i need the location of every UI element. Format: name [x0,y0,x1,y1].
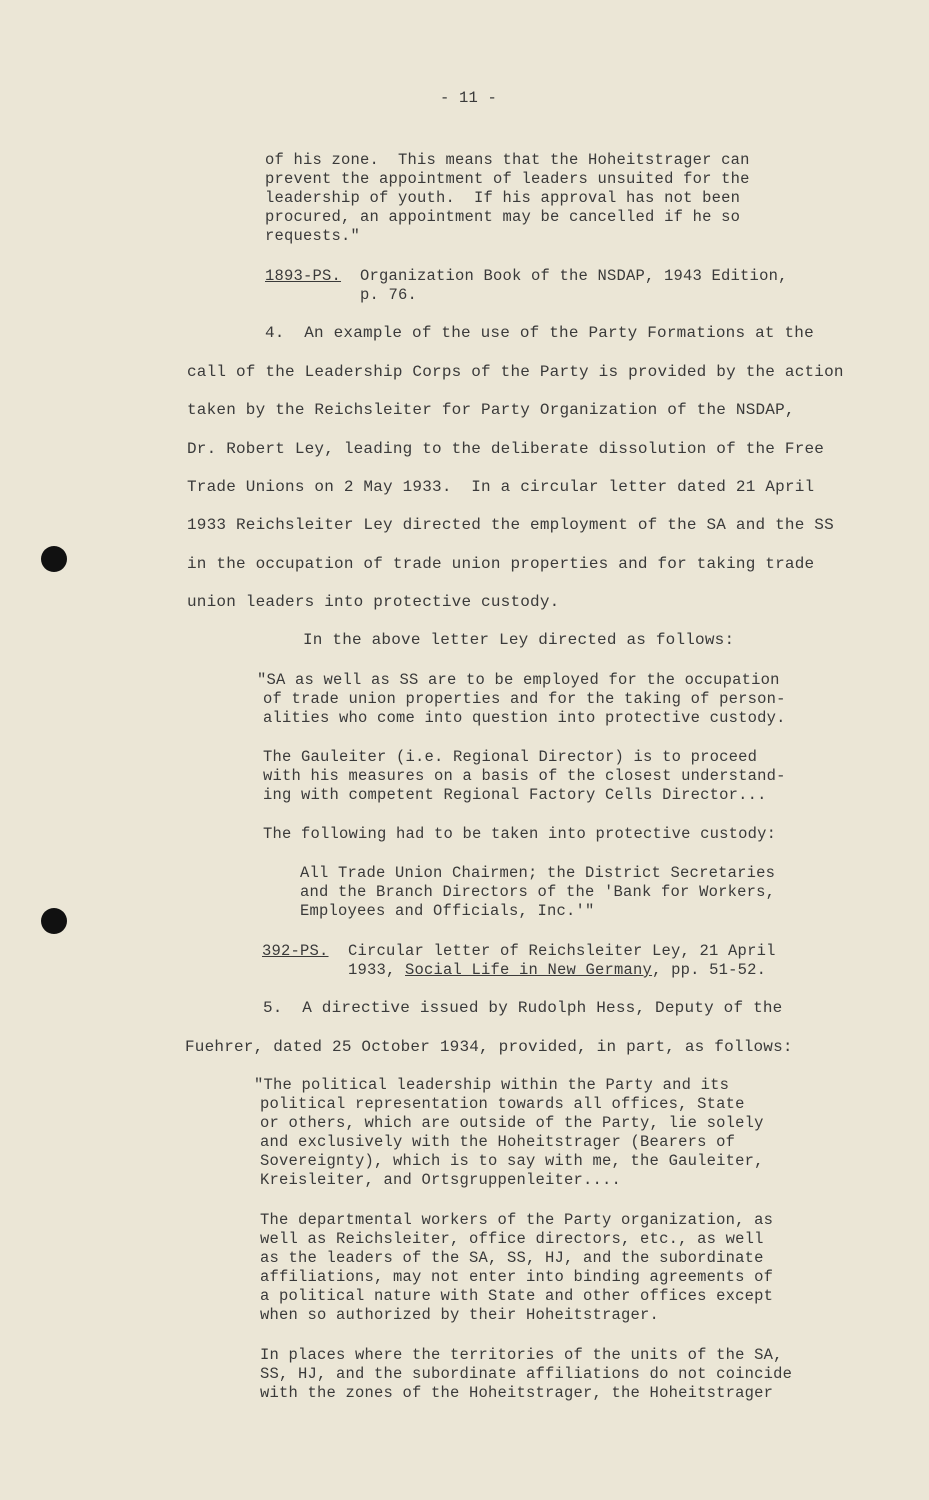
quote-line: a political nature with State and other offices except [260,1287,774,1305]
quote-line: ing with competent Regional Factory Cells Director... [263,786,767,804]
quote-line: prevent the appointment of leaders unsuited for the [265,170,750,188]
quote-line: of trade union properties and for the taking of person- [263,690,786,708]
quote-line: leadership of youth. If his approval has not been [265,189,741,207]
quote-line: affiliations, may not enter into binding agreements of [260,1268,774,1286]
paragraph-line: 1933 Reichsleiter Ley directed the employment of the SA and the SS [187,516,834,534]
quote-line: procured, an appointment may be cancelled if he so [265,208,741,226]
quote-line: well as Reichsleiter, office directors, etc., as well [260,1230,764,1248]
paragraph-line: in the occupation of trade union properties and for taking trade [187,555,815,573]
quote-line: In places where the territories of the units of the SA, [260,1346,783,1364]
citation-text: Organization Book of the NSDAP, 1943 Edition, [360,267,788,285]
paragraph-line: Dr. Robert Ley, leading to the deliberate dissolution of the Free [187,440,825,458]
citation-ref: 1893-PS. [265,267,342,285]
quote-line: when so authorized by their Hoheitstrager. [260,1306,660,1324]
quote-line: of his zone. This means that the Hoheitstrager can [265,151,750,169]
page-number: - 11 - [440,89,498,107]
paragraph-line: 5. A directive issued by Rudolph Hess, Deputy of the [263,999,783,1017]
paragraph-line: call of the Leadership Corps of the Party is provided by the action [187,363,844,381]
citation-title: Social Life in New Germany [405,961,653,979]
quote-line: Sovereignty), which is to say with me, the Gauleiter, [260,1152,764,1170]
paragraph-line: taken by the Reichsleiter for Party Organization of the NSDAP, [187,401,795,419]
punch-hole [41,546,67,572]
quote-line: political representation towards all offices, State [260,1095,745,1113]
punch-hole [41,908,67,934]
quote-line: The following had to be taken into protective custody: [263,825,777,843]
quote-line: as the leaders of the SA, SS, HJ, and the subordinate [260,1249,764,1267]
quote-line: SS, HJ, and the subordinate affiliations do not coincide [260,1365,793,1383]
quote-line: requests." [265,227,361,245]
paragraph-line: Trade Unions on 2 May 1933. In a circular letter dated 21 April [187,478,815,496]
citation-text [348,961,766,980]
quote-line: with the zones of the Hoheitstrager, the Hoheitstrager [260,1384,774,1402]
quote-line: with his measures on a basis of the closest understand- [263,767,786,785]
paragraph-line: Fuehrer, dated 25 October 1934, provided, in part, as follows: [185,1038,793,1056]
quote-line: alities who come into question into protective custody. [263,709,786,727]
quote-line: The departmental workers of the Party organization, as [260,1211,774,1229]
quote-line: and exclusively with the Hoheitstrager (Bearers of [260,1133,736,1151]
paragraph-line: 4. An example of the use of the Party Formations at the [265,324,814,342]
paragraph-line: union leaders into protective custody. [187,593,560,611]
citation-year: 1933, [348,961,406,979]
quote-line: or others, which are outside of the Party, lie solely [260,1114,764,1132]
quote-line: The Gauleiter (i.e. Regional Director) is to proceed [263,748,758,766]
intro-line: In the above letter Ley directed as follows: [303,631,735,649]
quote-line: "The political leadership within the Party and its [254,1076,730,1094]
citation-text: p. 76. [360,286,418,304]
citation-ref: 392-PS. [262,942,329,960]
quote-line: and the Branch Directors of the 'Bank for Workers, [300,883,776,901]
citation-text: Circular letter of Reichsleiter Ley, 21 April [348,942,776,960]
quote-line: Employees and Officials, Inc.'" [300,902,595,920]
quote-line: "SA as well as SS are to be employed for the occupation [257,671,780,689]
citation-pages: , pp. 51-52. [652,961,767,979]
quote-line: All Trade Union Chairmen; the District Secretaries [300,864,776,882]
quote-line: Kreisleiter, and Ortsgruppenleiter.... [260,1171,622,1189]
